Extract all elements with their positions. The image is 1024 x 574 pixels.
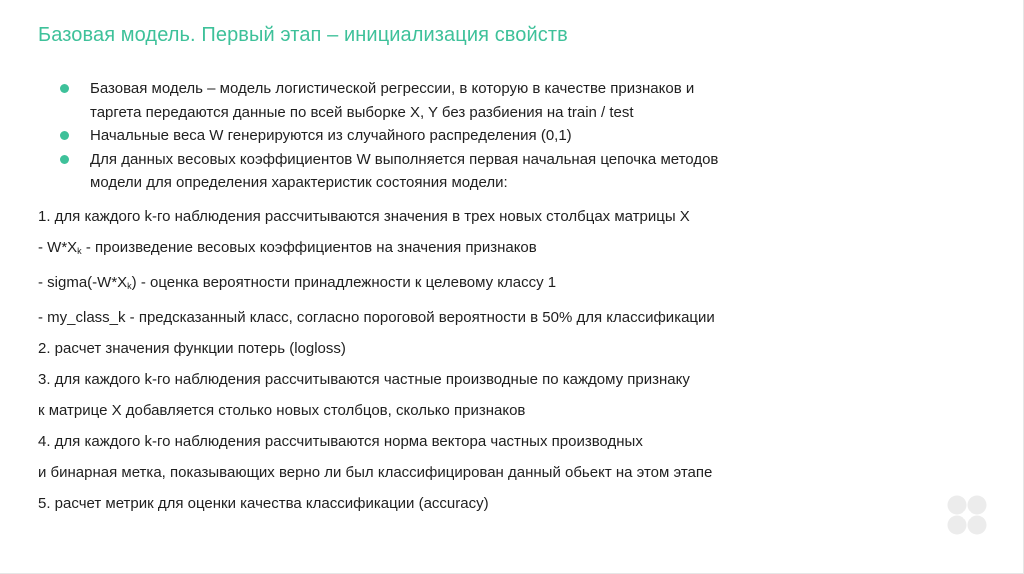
bullet-line: модели для определения характеристик состояния модели:: [90, 174, 508, 191]
step-3: 3. для каждого k-го наблюдения рассчитываются частные производные по каждому признаку: [38, 371, 690, 388]
bullet-line: Базовая модель – модель логистической регрессии, в которую в качестве признаков и: [90, 80, 695, 97]
bullet-dot-icon: [60, 84, 69, 93]
bullet-line: Для данных весовых коэффициентов W выполняется первая начальная цепочка методов: [90, 150, 719, 168]
step-text: - W*X: [38, 239, 78, 256]
step-5: 5. расчет метрик для оценки качества классификации (accuracy): [38, 495, 489, 512]
bullet-list: [60, 77, 820, 195]
bullet-line: таргета передаются данные по всей выборке X, Y без разбиения на train / test: [90, 103, 634, 121]
step-1: 1. для каждого k-го наблюдения рассчитываются значения в трех новых столбцах матрицы X: [38, 208, 690, 225]
bullet-dot-icon: [60, 155, 69, 164]
four-circles-logo-icon: [946, 494, 988, 536]
bullet-item-2: [60, 124, 820, 148]
step-text: - sigma(-W*X: [38, 274, 128, 291]
subscript: k: [77, 246, 82, 256]
bullet-line: Начальные веса W генерируются из случайного распределения (0,1): [90, 127, 572, 144]
step-4: 4. для каждого k-го наблюдения рассчитываются норма вектора частных производных: [38, 433, 643, 450]
step-2: 2. расчет значения функции потерь (logloss): [38, 340, 346, 357]
step-text: ) - оценка вероятности принадлежности к целевому классу 1: [131, 274, 557, 291]
bullet-dot-icon: [60, 131, 69, 140]
step-3-cont: к матрице X добавляется столько новых столбцов, сколько признаков: [38, 402, 526, 419]
step-1-wx: [38, 232, 858, 267]
slide-title: Базовая модель. Первый этап – инициализация свойств: [38, 24, 568, 46]
subscript: k: [127, 281, 132, 291]
bullet-item-1: [60, 77, 820, 124]
step-1-class: - my_class_k - предсказанный класс, согласно пороговой вероятности в 50% для классификации: [38, 309, 715, 326]
step-text: - произведение весовых коэффициентов на значения признаков: [81, 239, 537, 256]
step-1-sigma: [38, 267, 858, 302]
step-4-cont: и бинарная метка, показывающих верно ли был классифицирован данный обьект на этом этапе: [38, 464, 713, 481]
steps-list: [38, 201, 858, 519]
bullet-item-3: [60, 148, 820, 195]
